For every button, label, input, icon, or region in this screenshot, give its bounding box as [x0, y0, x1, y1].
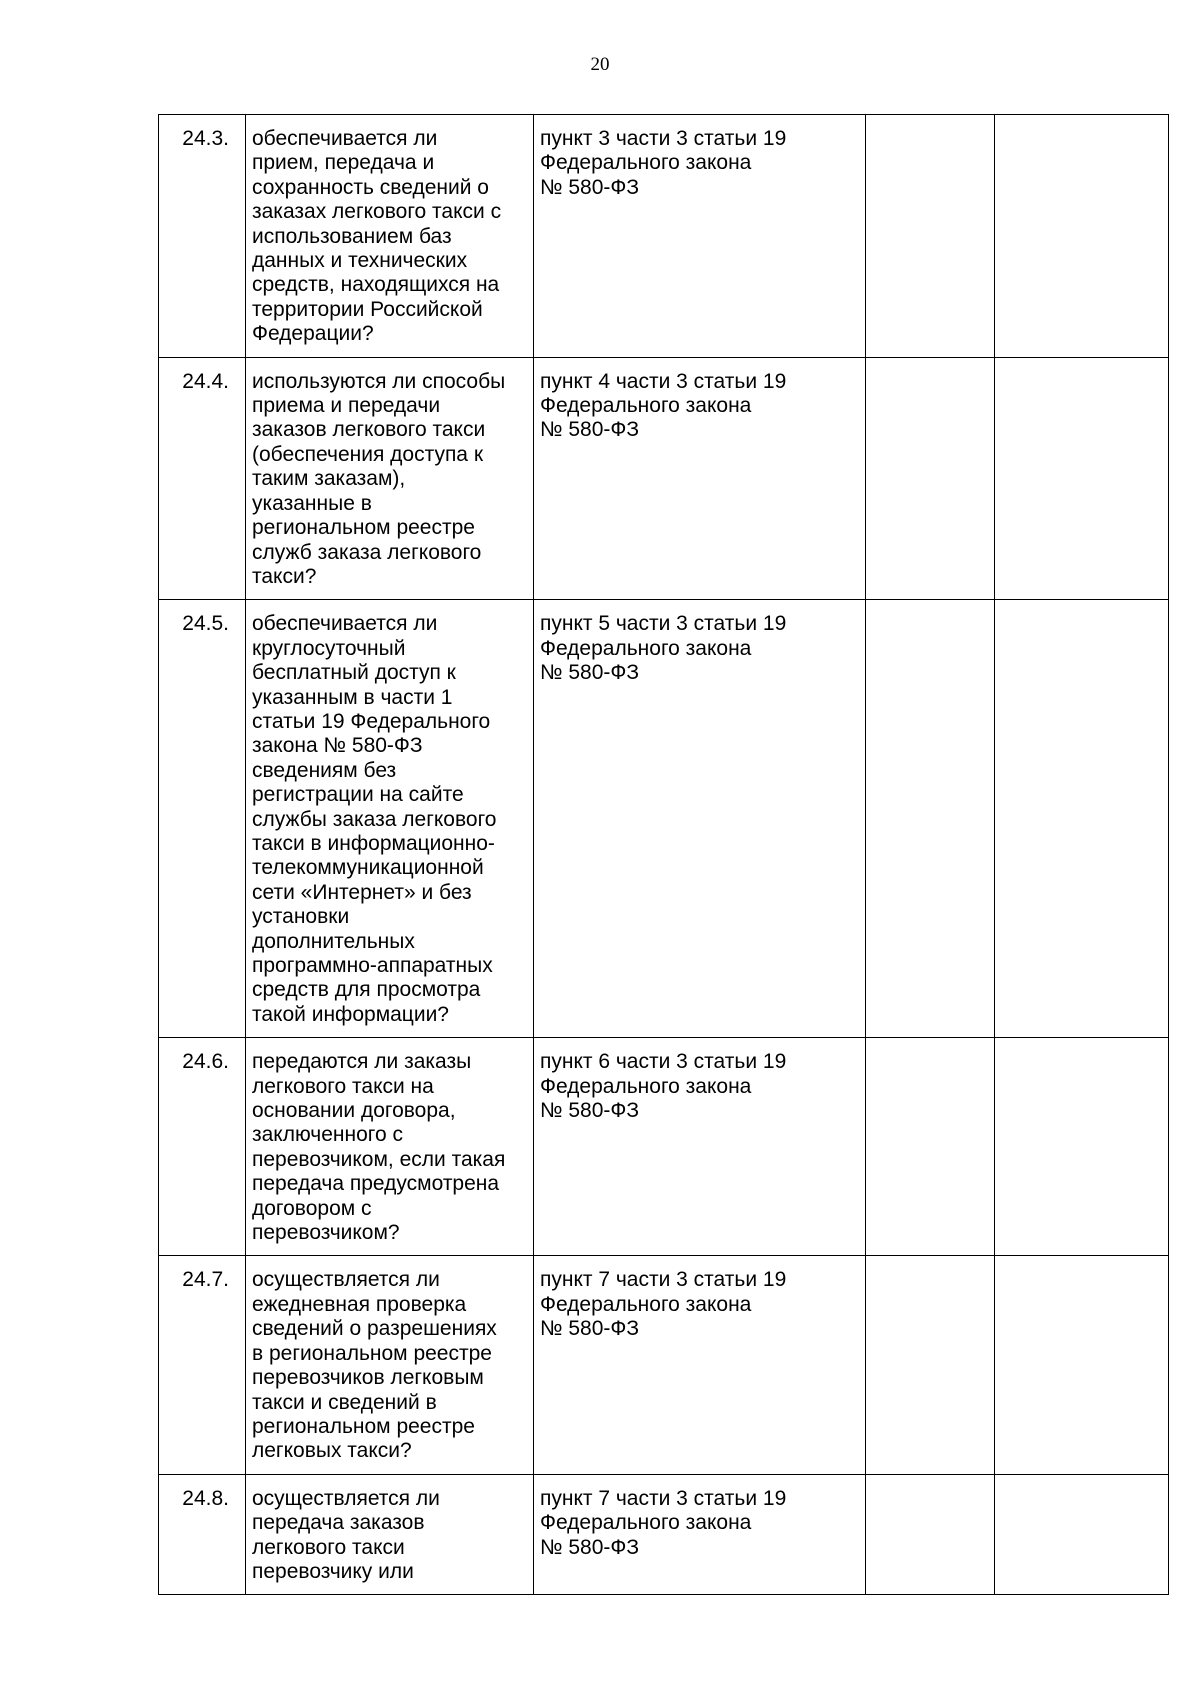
item-number: 24.5.: [159, 600, 246, 1038]
answer-cell: [866, 1474, 995, 1595]
item-number: 24.4.: [159, 357, 246, 600]
page-number: 20: [590, 54, 610, 75]
question-text: осуществляется ли ежедневная проверка сведений о разрешениях в региональном реестре перевозчиков легковым такси и сведений в региональном реестре легковых такси?: [252, 1268, 497, 1463]
table-row: [159, 1474, 1169, 1595]
question-cell: [246, 1038, 534, 1256]
legal-reference: пункт 6 части 3 статьи 19 Федерального закона № 580-ФЗ: [540, 1050, 787, 1123]
question-cell: [246, 1474, 534, 1595]
note-cell: [995, 600, 1169, 1038]
legal-reference: пункт 3 части 3 статьи 19 Федерального закона № 580-ФЗ: [540, 127, 787, 199]
question-cell: [246, 115, 534, 358]
question-text: обеспечивается ли прием, передача и сохранность сведений о заказах легкового такси с использованием баз данных и технических средств, находящихся на территории Российской Федерации?: [252, 127, 502, 346]
answer-cell: [866, 1256, 995, 1474]
note-cell: [995, 357, 1169, 600]
reference-cell: [534, 115, 866, 358]
table-row: [159, 357, 1169, 600]
question-text: осуществляется ли передача заказов легкового такси перевозчику или: [252, 1486, 440, 1583]
note-cell: [995, 1474, 1169, 1595]
table-row: [159, 115, 1169, 358]
question-cell: [246, 1256, 534, 1474]
reference-cell: [534, 600, 866, 1038]
table-row: [159, 1256, 1169, 1474]
note-cell: [995, 1038, 1169, 1256]
legal-reference: пункт 7 части 3 статьи 19 Федерального закона № 580-ФЗ: [540, 1486, 787, 1559]
answer-cell: [866, 600, 995, 1038]
answer-cell: [866, 115, 995, 358]
item-number: 24.7.: [159, 1256, 246, 1474]
question-cell: [246, 357, 534, 600]
note-cell: [995, 1256, 1169, 1474]
legal-reference: пункт 4 части 3 статьи 19 Федерального закона № 580-ФЗ: [540, 369, 787, 442]
checklist-table: [158, 114, 1169, 1595]
question-text: передаются ли заказы легкового такси на основании договора, заключенного с перевозчиком, если такая передача предусмотрена договором с перевозчиком?: [252, 1050, 506, 1245]
item-number: 24.6.: [159, 1038, 246, 1256]
reference-cell: [534, 1256, 866, 1474]
item-number: 24.3.: [159, 115, 246, 358]
question-text: обеспечивается ли круглосуточный бесплатный доступ к указанным в части 1 статьи 19 Федерального закона № 580-ФЗ сведениям без регистрации на сайте службы заказа легкового такси в информационно- телекоммуникационной сети «Интернет» и без установки дополнительных программно-аппаратных средств для просмотра такой информации?: [252, 612, 497, 1026]
answer-cell: [866, 357, 995, 600]
legal-reference: пункт 7 части 3 статьи 19 Федерального закона № 580-ФЗ: [540, 1268, 787, 1341]
question-text: используются ли способы приема и передачи заказов легкового такси (обеспечения доступа к таким заказам), указанные в региональном реестре служб заказа легкового такси?: [252, 369, 506, 588]
table-row: [159, 600, 1169, 1038]
answer-cell: [866, 1038, 995, 1256]
reference-cell: [534, 357, 866, 600]
legal-reference: пункт 5 части 3 статьи 19 Федерального закона № 580-ФЗ: [540, 612, 787, 685]
note-cell: [995, 115, 1169, 358]
reference-cell: [534, 1474, 866, 1595]
item-number: 24.8.: [159, 1474, 246, 1595]
reference-cell: [534, 1038, 866, 1256]
question-cell: [246, 600, 534, 1038]
table-row: [159, 1038, 1169, 1256]
